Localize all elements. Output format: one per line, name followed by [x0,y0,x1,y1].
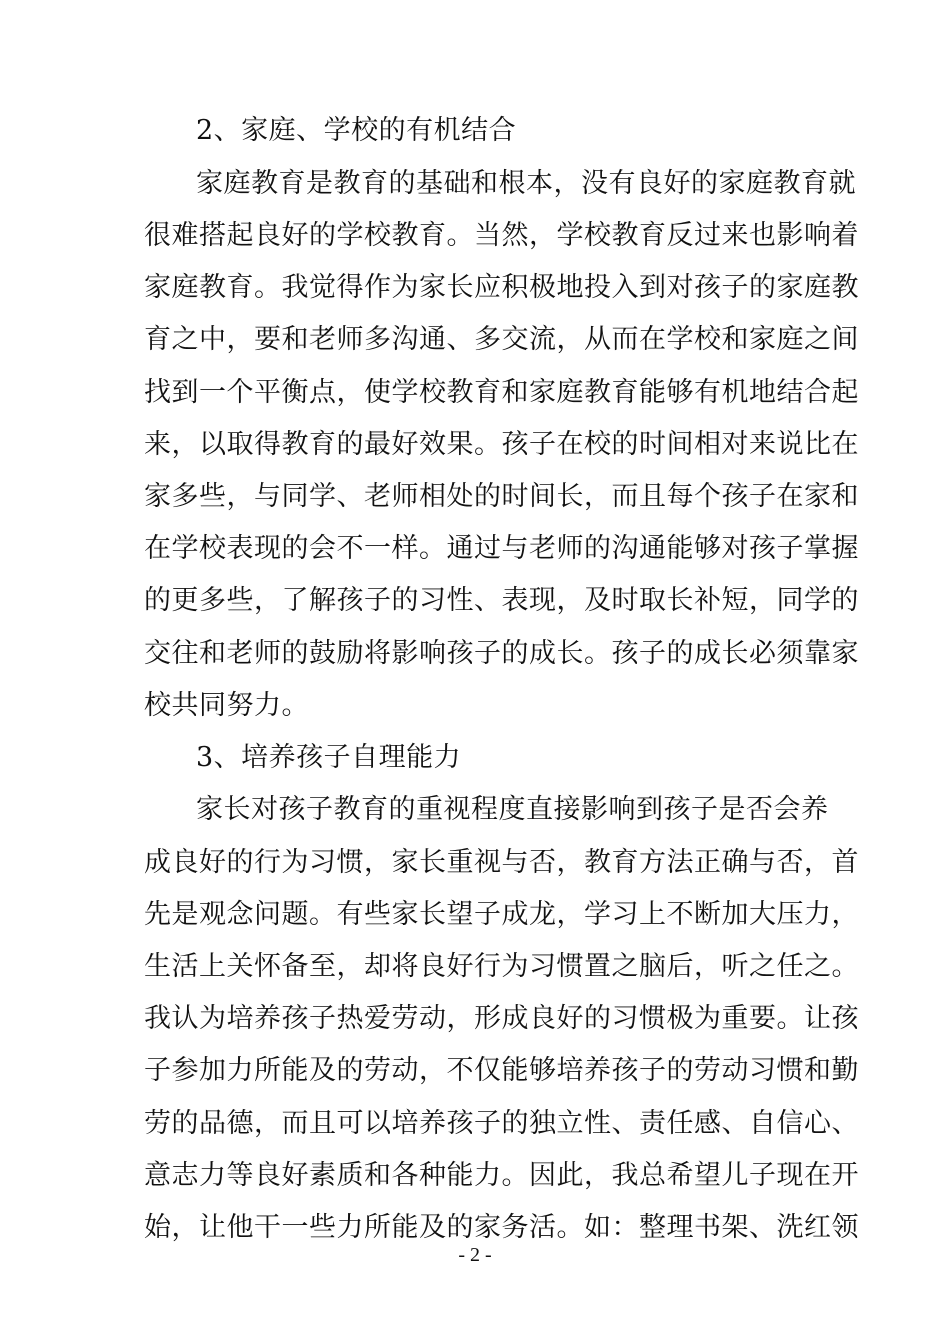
paragraph-line: 我认为培养孩子热爱劳动，形成良好的习惯极为重要。让孩 [144,1003,859,1034]
paragraph-line: 子参加力所能及的劳动，不仅能够培养孩子的劳动习惯和勤 [144,1055,859,1086]
section-heading-3: 3、培养孩子自理能力 [196,742,462,773]
paragraph-line: 意志力等良好素质和各种能力。因此，我总希望儿子现在开 [144,1160,859,1191]
paragraph-line: 育之中，要和老师多沟通、多交流，从而在学校和家庭之间 [144,324,859,355]
page-number: - 2 - [458,1244,492,1266]
paragraph-line: 交往和老师的鼓励将影响孩子的成长。孩子的成长必须靠家 [144,638,859,669]
paragraph-line: 成良好的行为习惯，家长重视与否，教育方法正确与否，首 [144,847,859,878]
paragraph-line: 在学校表现的会不一样。通过与老师的沟通能够对孩子掌握 [144,533,859,564]
paragraph-line: 找到一个平衡点，使学校教育和家庭教育能够有机地结合起 [144,377,859,408]
paragraph-line: 生活上关怀备至，却将良好行为习惯置之脑后，听之任之。 [144,951,859,982]
paragraph-line: 的更多些，了解孩子的习性、表现，及时取长补短，同学的 [144,585,859,616]
paragraph-line: 校共同努力。 [144,690,309,721]
paragraph-line: 劳的品德，而且可以培养孩子的独立性、责任感、自信心、 [144,1108,859,1139]
paragraph-line: 家庭教育是教育的基础和根本，没有良好的家庭教育就 [196,168,856,199]
paragraph-line: 先是观念问题。有些家长望子成龙，学习上不断加大压力， [144,899,859,930]
paragraph-line: 来，以取得教育的最好效果。孩子在校的时间相对来说比在 [144,429,859,460]
section-heading-2: 2、家庭、学校的有机结合 [196,115,517,146]
paragraph-line: 家庭教育。我觉得作为家长应积极地投入到对孩子的家庭教 [144,272,859,303]
paragraph-line: 家多些，与同学、老师相处的时间长，而且每个孩子在家和 [144,481,859,512]
paragraph-line: 很难搭起良好的学校教育。当然，学校教育反过来也影响着 [144,220,859,251]
paragraph-line: 始，让他干一些力所能及的家务活。如：整理书架、洗红领 [144,1212,859,1243]
paragraph-line: 家长对孩子教育的重视程度直接影响到孩子是否会养 [196,794,829,825]
